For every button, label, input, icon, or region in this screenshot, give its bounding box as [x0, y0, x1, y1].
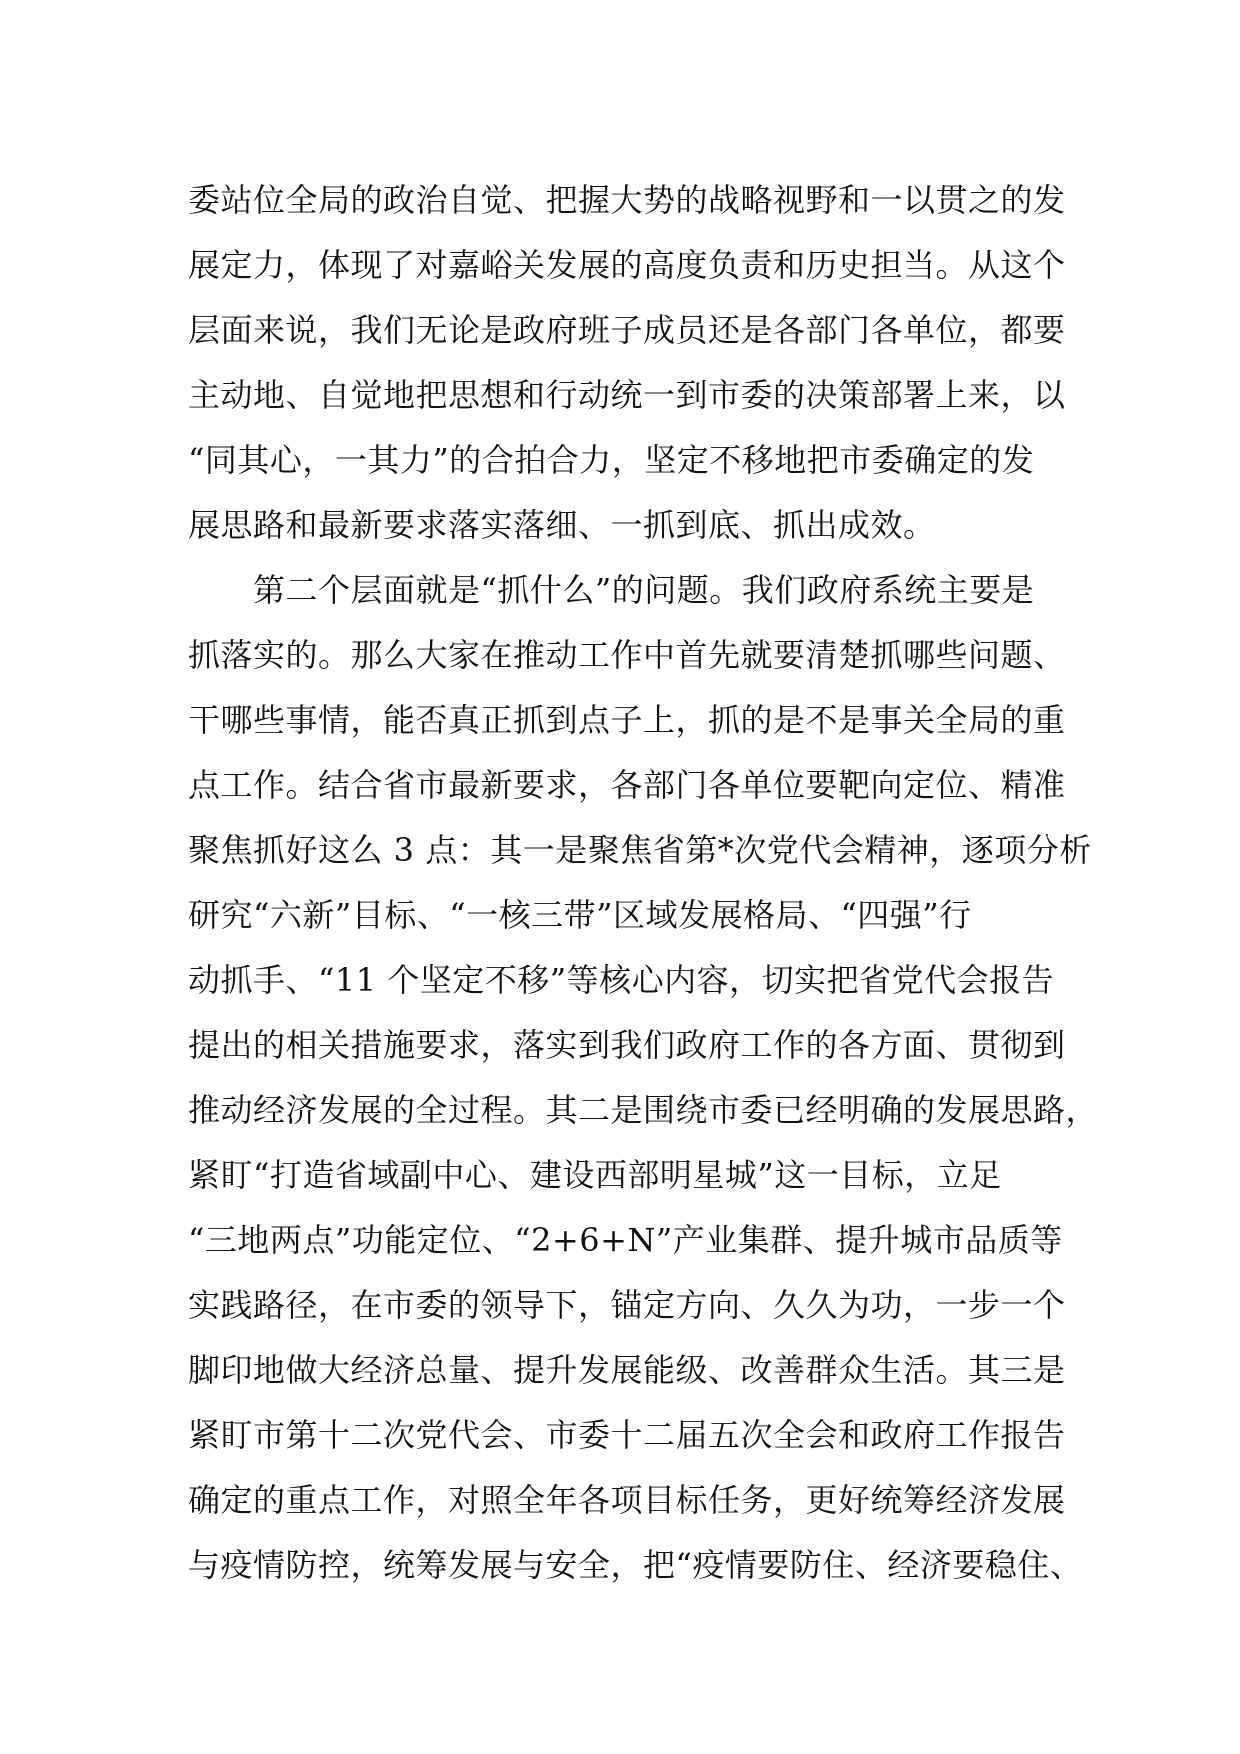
body-text	[188, 168, 1099, 1598]
text-line: 展思路和最新要求落实落细、一抓到底、抓出成效。	[188, 506, 936, 544]
text-line: 实践路径，在市委的领导下，锚定方向、久久为功，一步一个	[188, 1286, 1066, 1324]
text-line: 与疫情防控，统筹发展与安全，把“疫情要防住、经济要稳住、	[188, 1546, 1083, 1584]
text-line: 第二个层面就是“抓什么”的问题。我们政府系统主要是	[188, 571, 1035, 609]
text-line: 脚印地做大经济总量、提升发展能级、改善群众生活。其三是	[188, 1351, 1066, 1389]
text-line: 层面来说，我们无论是政府班子成员还是各部门各单位，都要	[188, 311, 1066, 349]
text-line: 提出的相关措施要求，落实到我们政府工作的各方面、贯彻到	[188, 1026, 1066, 1064]
text-line: 点工作。结合省市最新要求，各部门各单位要靶向定位、精准	[188, 766, 1066, 804]
text-line: 推动经济发展的全过程。其二是围绕市委已经明确的发展思路，	[188, 1091, 1099, 1129]
text-line: 抓落实的。那么大家在推动工作中首先就要清楚抓哪些问题、	[188, 636, 1066, 674]
text-line: 紧盯市第十二次党代会、市委十二届五次全会和政府工作报告	[188, 1416, 1066, 1454]
text-line: 主动地、自觉地把思想和行动统一到市委的决策部署上来，以	[188, 376, 1066, 414]
text-line: “同其心，一其力”的合拍合力，坚定不移地把市委确定的发	[188, 441, 1035, 479]
text-line: 动抓手、“11 个坚定不移”等核心内容，切实把省党代会报告	[188, 961, 1055, 999]
text-line: 委站位全局的政治自觉、把握大势的战略视野和一以贯之的发	[188, 181, 1066, 219]
text-line: 聚焦抓好这么 3 点：其一是聚焦省第*次党代会精神，逐项分析	[188, 831, 1092, 869]
text-line: 展定力，体现了对嘉峪关发展的高度负责和历史担当。从这个	[188, 246, 1066, 284]
text-line: “三地两点”功能定位、“2+6+N”产业集群、提升城市品质等	[188, 1221, 1063, 1259]
text-line: 紧盯“打造省域副中心、建设西部明星城”这一目标，立足	[188, 1156, 1002, 1194]
text-line: 研究“六新”目标、“一核三带”区域发展格局、“四强”行	[188, 896, 972, 934]
text-line: 干哪些事情，能否真正抓到点子上，抓的是不是事关全局的重	[188, 701, 1066, 739]
text-line: 确定的重点工作，对照全年各项目标任务，更好统筹经济发展	[188, 1481, 1066, 1519]
